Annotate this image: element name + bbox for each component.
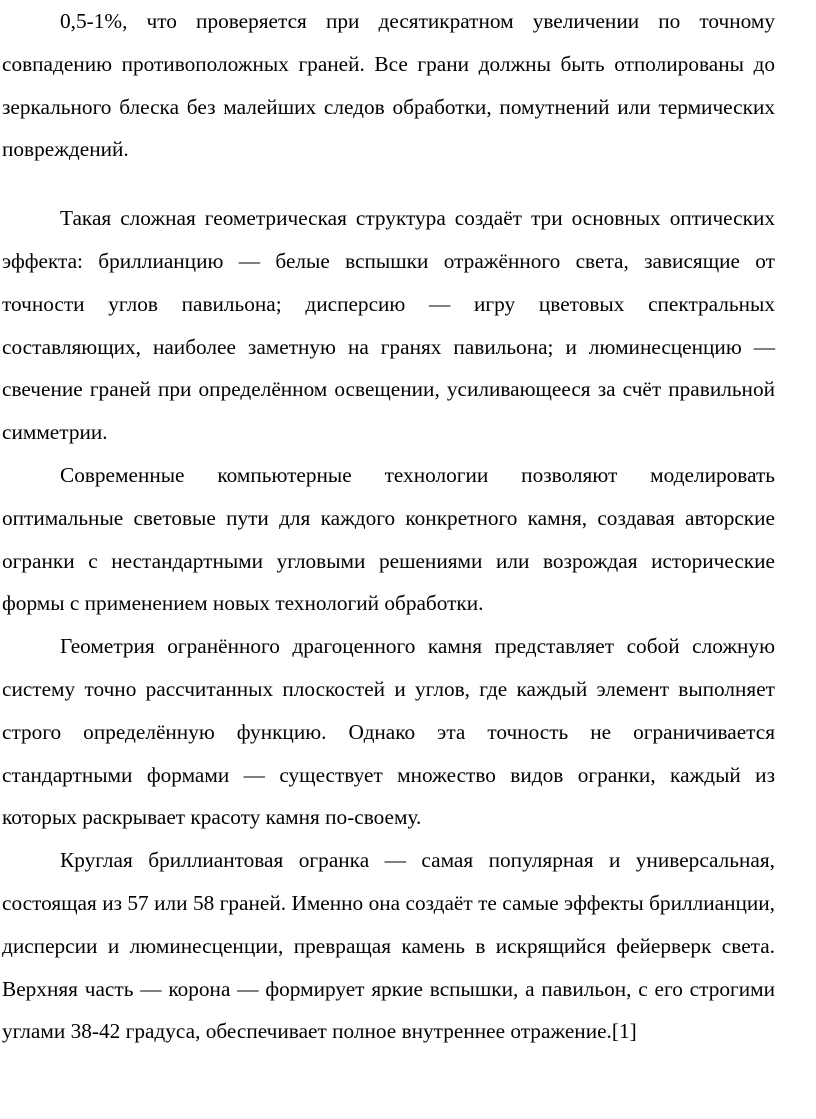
paragraph-4: Геометрия огранённого драгоценного камня представляет собой сложную систему точно рассчитанных плоскостей и углов, где каждый элемент выполняет строго определённую функцию. Однако эта точность не ограничивается стандартными формами — существует множество видов огранки, каждый из которых раскрывает красоту камня по-своему. [2,634,775,830]
paragraph-2: Такая сложная геометрическая структура создаёт три основных оптических эффекта: бриллианцию — белые вспышки отражённого света, зависящие от точности углов павильона; дисперсию — игру цветовых спектральных составляющих, наиболее заметную на гранях павильона; и люминесценцию — свечение граней при определённом освещении, усиливающееся за счёт правильной симметрии. [2,206,775,445]
paragraph-gap [2,171,775,197]
paragraph-3: Современные компьютерные технологии позволяют моделировать оптимальные световые пути для каждого конкретного камня, создавая авторские огранки с нестандартными угловыми решениями или возрождая исторические формы с применением новых технологий обработки. [2,462,775,616]
document-page [2,0,775,1053]
paragraph-5: Круглая бриллиантовая огранка — самая популярная и универсальная, состоящая из 57 или 58 граней. Именно она создаёт те самые эффекты бриллианции, дисперсии и люминесценции, превращая камень в искрящийся фейерверк света. Верхняя часть — корона — формирует яркие вспышки, а павильон, с его строгими углами 38-42 градуса, обеспечивает полное внутреннее отражение.[1] [2,848,775,1044]
paragraph-1: 0,5-1%, что проверяется при десятикратном увеличении по точному совпадению противоположных граней. Все грани должны быть отполированы до зеркального блеска без малейших следов обработки, помутнений или термических повреждений. [2,9,775,162]
